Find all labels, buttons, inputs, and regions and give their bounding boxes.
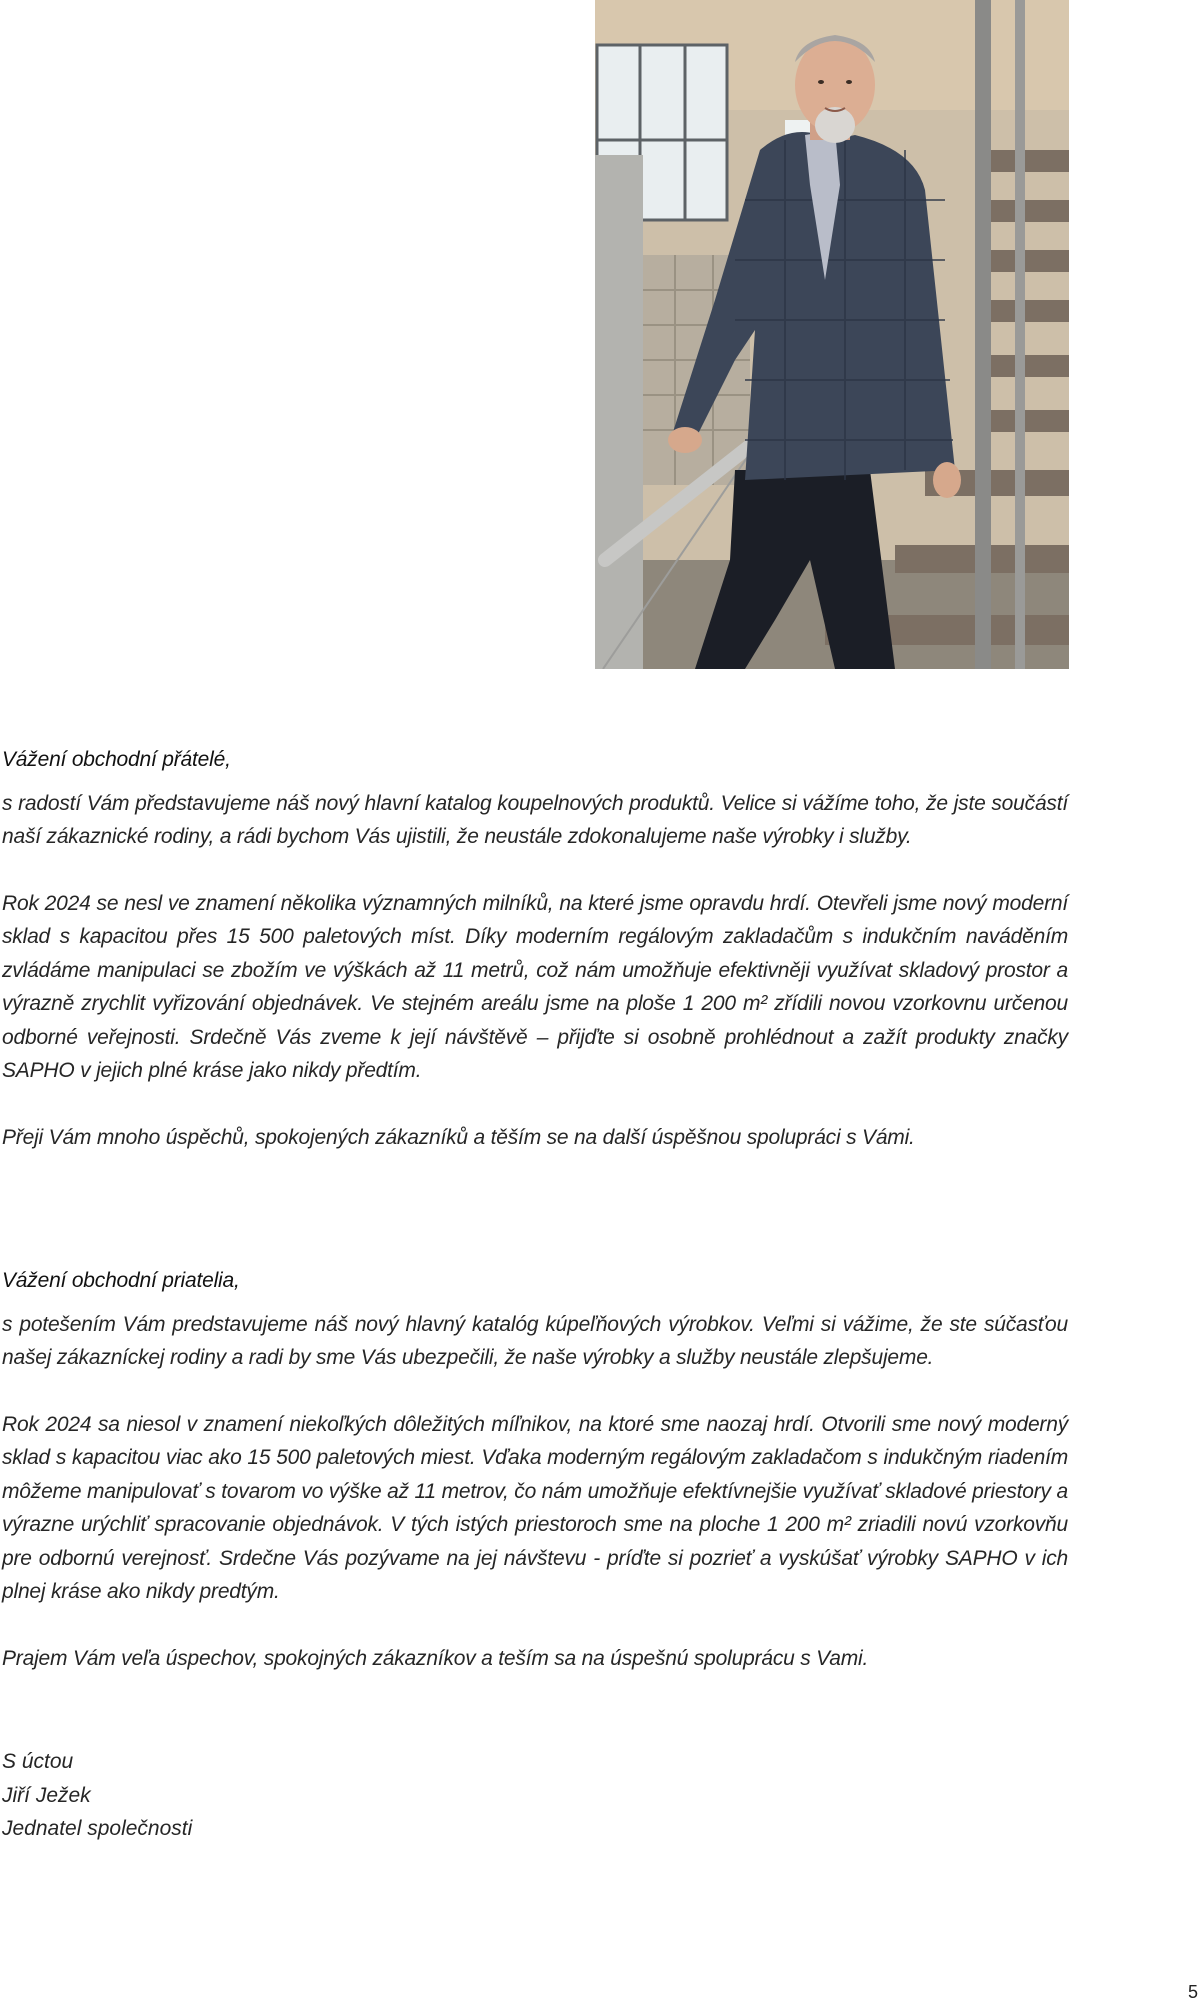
paragraph: Přeji Vám mnoho úspěchů, spokojených zákazníků a těším se na další úspěšnou spolupráci s Vámi.: [2, 1125, 915, 1149]
signature-title: Jednatel společnosti: [2, 1817, 193, 1840]
paragraph: s potešením Vám predstavujeme náš nový hlavný katalóg kúpeľňových výrobkov. Veľmi si vážime, že ste súčasťou našej zákazníckej rodiny a radi by sme Vás ubezpečili, že naše výrobky a služby neustále zlepšujeme.: [2, 1312, 1068, 1369]
paragraph: s radostí Vám představujeme náš nový hlavní katalog koupelnových produktů. Velice si vážíme toho, že jste součástí naší zákaznické rodiny, a rádi bychom Vás ujistili, že neustále zdokonalujeme naše výrobky i služby.: [2, 791, 1068, 848]
signature-block: [2, 1745, 192, 1846]
paragraph: Rok 2024 sa niesol v znamení niekoľkých dôležitých míľnikov, na ktoré sme naozaj hrdí. Otvorili sme nový moderný sklad s kapacitou viac ako 15 500 paletových miest. Vďaka moderným regálovým zakladačom s indukčným riadením môžeme manipulovať s tovarom vo výške až 11 metrov, čo nám umožňuje efektívnejšie využívať skladové priestory a výrazne urýchliť spracovanie objednávok. V tých istých priestoroch sme na ploche 1 200 m² zriadili novú vzorkovňu pre odbornú verejnosť. Srdečne Vás pozývame na jej návštevu - príďte si pozrieť a vyskúšať výrobky SAPHO v ich plnej kráse ako nikdy predtým.: [2, 1412, 1068, 1603]
greeting: Vážení obchodní přátelé,: [2, 748, 231, 771]
greeting: Vážení obchodní priatelia,: [2, 1269, 240, 1292]
paragraph: Prajem Vám veľa úspechov, spokojných zákazníkov a teším sa na úspešnú spoluprácu s Vami.: [2, 1646, 869, 1670]
paragraph: Rok 2024 se nesl ve znamení několika významných milníků, na které jsme opravdu hrdí. Otevřeli jsme nový moderní sklad s kapacitou přes 15 500 paletových míst. Díky moderním regálovým zakladačům s indukčním naváděním zvládáme manipulaci se zbožím ve výškách až 11 metrů, což nám umožňuje efektivněji využívat skladový prostor a výrazně zrychlit vyřizování objednávek. Ve stejném areálu jsme na ploše 1 200 m² zřídili novou vzorkovnu určenou odborné veřejnosti. Srdečně Vás zveme k její návštěvě – přijďte si osobně prohlédnout a zažít produkty značky SAPHO v jejich plné kráse jako nikdy předtím.: [2, 891, 1068, 1082]
signature-closing: S úctou: [2, 1750, 74, 1773]
letter-czech: [2, 743, 1068, 1154]
signature-name: Jiří Ježek: [2, 1783, 91, 1807]
letter-slovak: [2, 1264, 1068, 1675]
page-number: 5: [1187, 1982, 1198, 2002]
portrait-photo: [595, 0, 1069, 669]
